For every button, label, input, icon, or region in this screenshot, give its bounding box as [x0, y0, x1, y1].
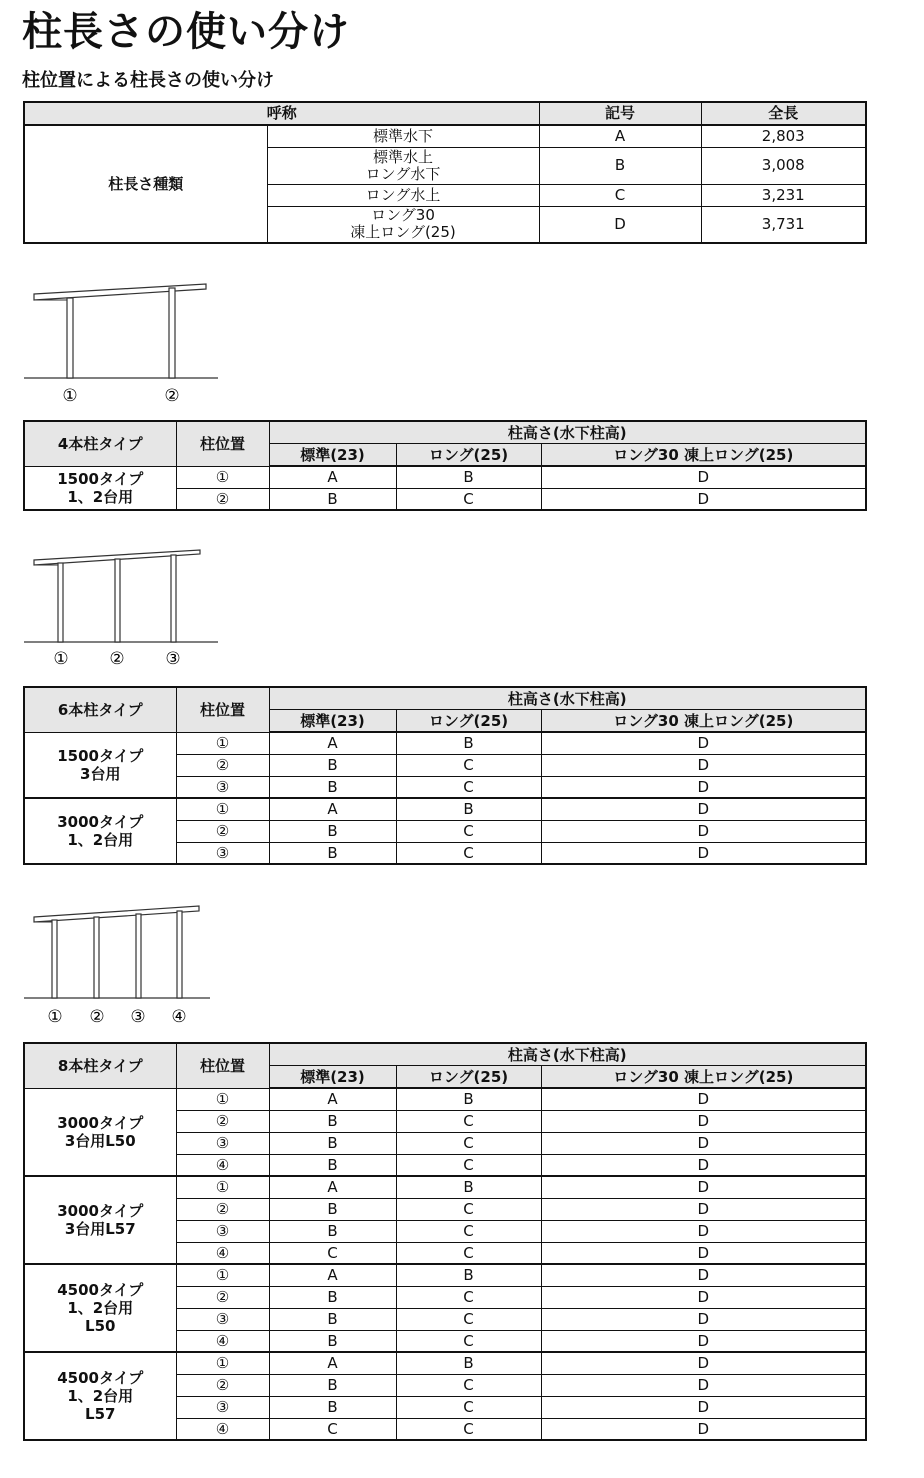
subheader-long30: ロング30 凍上ロング(25) — [541, 444, 866, 467]
long30-cell: D — [541, 1154, 866, 1176]
long30-cell: D — [541, 842, 866, 864]
subheader-long: ロング(25) — [396, 444, 541, 467]
subheader-long: ロング(25) — [396, 1066, 541, 1089]
length-value: 2,803 — [701, 125, 866, 147]
position-header: 柱位置 — [176, 421, 269, 466]
header-symbol: 記号 — [539, 102, 701, 125]
carport-diagram-4-posts — [0, 270, 240, 410]
long-cell: B — [396, 1264, 541, 1286]
std-cell: A — [269, 732, 396, 754]
diagram-label: ② — [109, 649, 125, 669]
std-cell: B — [269, 1330, 396, 1352]
position-cell: ① — [176, 798, 269, 820]
std-cell: B — [269, 1110, 396, 1132]
length-value: 3,231 — [701, 184, 866, 206]
std-cell: A — [269, 1176, 396, 1198]
position-header: 柱位置 — [176, 687, 269, 732]
position-cell: ② — [176, 1374, 269, 1396]
length-category: 柱長さ種類 — [24, 125, 267, 243]
diagram-label: ③ — [130, 1007, 146, 1027]
group-label: 3000タイプ 3台用L50 — [24, 1088, 176, 1176]
position-cell: ② — [176, 1110, 269, 1132]
group-label: 1500タイプ 1、2台用 — [24, 466, 176, 510]
long-cell: C — [396, 1110, 541, 1132]
type-header: 4本柱タイプ — [24, 421, 176, 466]
long-cell: C — [396, 754, 541, 776]
length-name: ロング水上 — [267, 184, 539, 206]
std-cell: A — [269, 1264, 396, 1286]
post-table-8 — [23, 1042, 867, 1441]
long30-cell: D — [541, 1176, 866, 1198]
diagram-label: ③ — [165, 649, 181, 669]
diagram-label: ② — [164, 386, 180, 406]
position-cell: ② — [176, 1198, 269, 1220]
group-label: 3000タイプ 1、2台用 — [24, 798, 176, 864]
std-cell: B — [269, 1154, 396, 1176]
std-cell: B — [269, 1308, 396, 1330]
position-cell: ④ — [176, 1154, 269, 1176]
header-length: 全長 — [701, 102, 866, 125]
length-name: ロング30 凍上ロング(25) — [267, 206, 539, 243]
position-cell: ③ — [176, 776, 269, 798]
group-label: 4500タイプ 1、2台用 L50 — [24, 1264, 176, 1352]
position-cell: ③ — [176, 1308, 269, 1330]
height-header: 柱高さ(水下柱高) — [269, 421, 866, 444]
subheader-std: 標準(23) — [269, 444, 396, 467]
section-subtitle: 柱位置による柱長さの使い分け — [22, 70, 274, 91]
std-cell: B — [269, 776, 396, 798]
std-cell: B — [269, 754, 396, 776]
long30-cell: D — [541, 1396, 866, 1418]
long-cell: C — [396, 842, 541, 864]
type-header: 6本柱タイプ — [24, 687, 176, 732]
subheader-std: 標準(23) — [269, 1066, 396, 1089]
length-symbol: B — [539, 147, 701, 184]
post-table-6 — [23, 686, 867, 865]
long30-cell: D — [541, 776, 866, 798]
long30-cell: D — [541, 1286, 866, 1308]
position-cell: ③ — [176, 1396, 269, 1418]
group-label: 3000タイプ 3台用L57 — [24, 1176, 176, 1264]
long30-cell: D — [541, 1110, 866, 1132]
position-cell: ③ — [176, 842, 269, 864]
position-cell: ① — [176, 466, 269, 488]
position-cell: ① — [176, 1264, 269, 1286]
subheader-std: 標準(23) — [269, 710, 396, 733]
std-cell: B — [269, 488, 396, 510]
diagram-label: ① — [53, 649, 69, 669]
long-cell: B — [396, 466, 541, 488]
page-title: 柱長さの使い分け — [22, 9, 350, 55]
std-cell: B — [269, 1132, 396, 1154]
position-cell: ① — [176, 1352, 269, 1374]
long-cell: C — [396, 1308, 541, 1330]
position-cell: ② — [176, 820, 269, 842]
length-symbol: C — [539, 184, 701, 206]
std-cell: B — [269, 1220, 396, 1242]
long30-cell: D — [541, 466, 866, 488]
diagram-label: ① — [62, 386, 78, 406]
position-cell: ① — [176, 1088, 269, 1110]
long30-cell: D — [541, 1374, 866, 1396]
std-cell: A — [269, 1352, 396, 1374]
std-cell: B — [269, 820, 396, 842]
position-cell: ① — [176, 732, 269, 754]
position-header: 柱位置 — [176, 1043, 269, 1088]
long-cell: C — [396, 1132, 541, 1154]
std-cell: B — [269, 1286, 396, 1308]
diagram-label: ② — [89, 1007, 105, 1027]
length-value: 3,731 — [701, 206, 866, 243]
diagram-label: ① — [47, 1007, 63, 1027]
long-cell: C — [396, 1198, 541, 1220]
std-cell: A — [269, 798, 396, 820]
long30-cell: D — [541, 1198, 866, 1220]
std-cell: B — [269, 1198, 396, 1220]
long-cell: C — [396, 820, 541, 842]
position-cell: ④ — [176, 1330, 269, 1352]
position-cell: ② — [176, 1286, 269, 1308]
length-symbol: D — [539, 206, 701, 243]
long30-cell: D — [541, 1330, 866, 1352]
long30-cell: D — [541, 1308, 866, 1330]
header-name: 呼称 — [24, 102, 539, 125]
length-table — [23, 101, 867, 244]
length-name: 標準水下 — [267, 125, 539, 147]
long30-cell: D — [541, 1418, 866, 1440]
long30-cell: D — [541, 488, 866, 510]
long30-cell: D — [541, 732, 866, 754]
long-cell: C — [396, 1418, 541, 1440]
group-label: 1500タイプ 3台用 — [24, 732, 176, 798]
subheader-long30: ロング30 凍上ロング(25) — [541, 1066, 866, 1089]
carport-diagram-8-posts — [0, 890, 240, 1030]
position-cell: ② — [176, 488, 269, 510]
type-header: 8本柱タイプ — [24, 1043, 176, 1088]
long30-cell: D — [541, 1088, 866, 1110]
length-symbol: A — [539, 125, 701, 147]
diagram-label: ④ — [171, 1007, 187, 1027]
position-cell: ② — [176, 754, 269, 776]
long-cell: C — [396, 776, 541, 798]
long30-cell: D — [541, 1132, 866, 1154]
long-cell: C — [396, 1330, 541, 1352]
post-table-4 — [23, 420, 867, 511]
std-cell: B — [269, 1396, 396, 1418]
long-cell: C — [396, 1242, 541, 1264]
height-header: 柱高さ(水下柱高) — [269, 1043, 866, 1066]
position-cell: ③ — [176, 1132, 269, 1154]
position-cell: ④ — [176, 1242, 269, 1264]
long-cell: C — [396, 1286, 541, 1308]
long-cell: B — [396, 798, 541, 820]
long-cell: C — [396, 1374, 541, 1396]
std-cell: C — [269, 1418, 396, 1440]
long-cell: B — [396, 1088, 541, 1110]
long30-cell: D — [541, 798, 866, 820]
group-label: 4500タイプ 1、2台用 L57 — [24, 1352, 176, 1440]
std-cell: B — [269, 1374, 396, 1396]
long-cell: B — [396, 1176, 541, 1198]
std-cell: A — [269, 1088, 396, 1110]
long30-cell: D — [541, 1264, 866, 1286]
long30-cell: D — [541, 1220, 866, 1242]
long-cell: B — [396, 732, 541, 754]
position-cell: ① — [176, 1176, 269, 1198]
long30-cell: D — [541, 1242, 866, 1264]
subheader-long: ロング(25) — [396, 710, 541, 733]
long30-cell: D — [541, 754, 866, 776]
long-cell: C — [396, 1220, 541, 1242]
position-cell: ③ — [176, 1220, 269, 1242]
long-cell: C — [396, 488, 541, 510]
height-header: 柱高さ(水下柱高) — [269, 687, 866, 710]
length-name: 標準水上 ロング水下 — [267, 147, 539, 184]
std-cell: B — [269, 842, 396, 864]
long-cell: C — [396, 1154, 541, 1176]
position-cell: ④ — [176, 1418, 269, 1440]
long-cell: B — [396, 1352, 541, 1374]
long30-cell: D — [541, 1352, 866, 1374]
std-cell: C — [269, 1242, 396, 1264]
length-value: 3,008 — [701, 147, 866, 184]
std-cell: A — [269, 466, 396, 488]
long30-cell: D — [541, 820, 866, 842]
long-cell: C — [396, 1396, 541, 1418]
subheader-long30: ロング30 凍上ロング(25) — [541, 710, 866, 733]
carport-diagram-6-posts — [0, 532, 240, 672]
